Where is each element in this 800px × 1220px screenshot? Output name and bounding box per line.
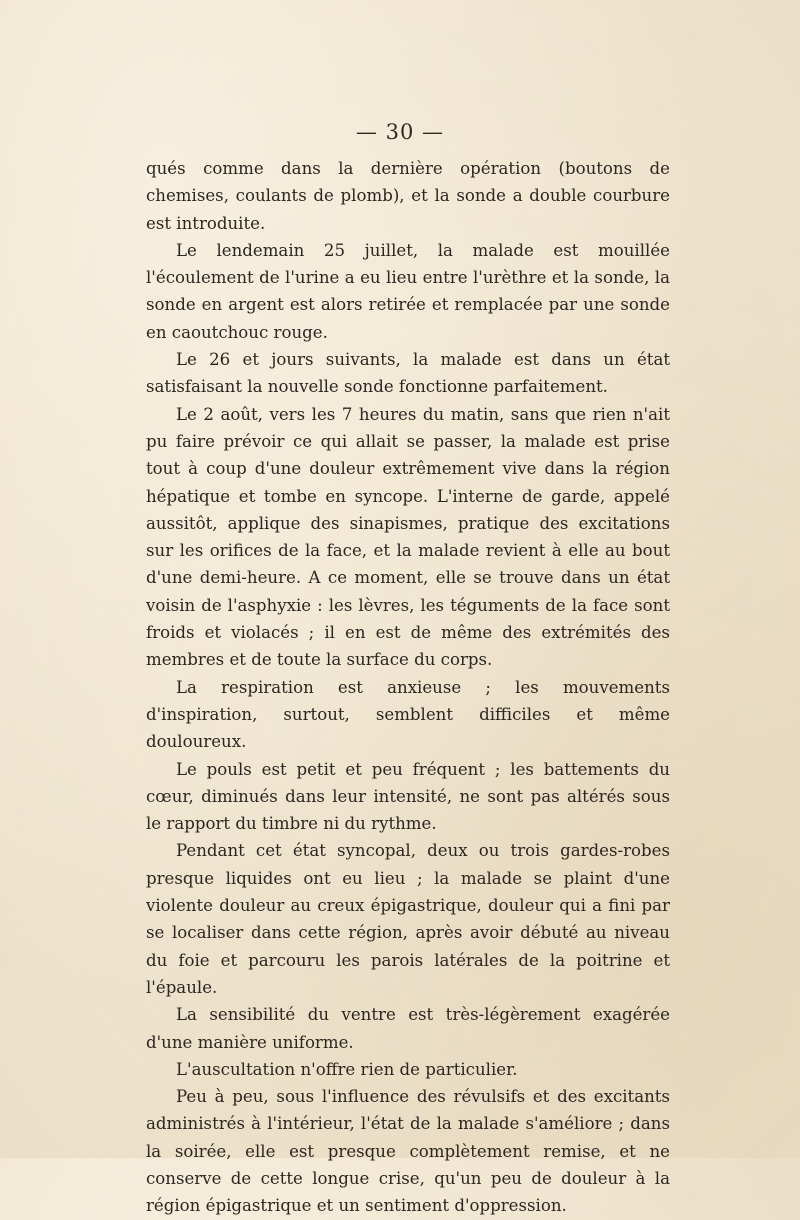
paragraph: La respiration est anxieuse ; les mouvements d'inspiration, surtout, semblent difficiles et même douloureux. <box>146 677 670 752</box>
page-number: — 30 — <box>355 120 445 144</box>
paragraph: Le pouls est petit et peu fréquent ; les battements du cœur, diminués dans leur intensité, ne sont pas altérés sous le rapport du timbre ni du rythme. <box>146 759 670 834</box>
paragraph: Le lendemain 25 juillet, la malade est mouillée l'écoulement de l'urine a eu lieu entre l'urèthre et la sonde, la sonde en argent est alors retirée et remplacée par une sonde en caoutchouc rouge. <box>146 240 670 342</box>
paragraph-continuation: qués comme dans la dernière opération (boutons de chemises, coulants de plomb), et la sonde a double courbure est introduite. <box>146 159 670 233</box>
paragraph: Peu à peu, sous l'influence des révulsifs et des excitants administrés à l'intérieur, l'état de la malade s'améliore ; dans la soirée, elle est presque complètement remise, et ne conserve de cette longue crise, qu'un peu de douleur à la région épigastrique et un sentiment d'oppression. <box>146 1087 670 1216</box>
body-text <box>146 155 670 1220</box>
paragraph: La sensibilité du ventre est très-légèrement exagérée d'une manière uniforme. <box>146 1005 670 1052</box>
paragraph: Pendant cet état syncopal, deux ou trois gardes-robes presque liquides ont eu lieu ; la malade se plaint d'une violente douleur au creux épigastrique, douleur qui a fini par se localiser dans cette région, après avoir débuté au niveau du foie et parcouru les parois latérales de la poitrine et l'épaule. <box>146 841 670 997</box>
paragraph: L'auscultation n'offre rien de particulier. <box>176 1059 518 1079</box>
paragraph: Le 2 août, vers les 7 heures du matin, sans que rien n'ait pu faire prévoir ce qui allait se passer, la malade est prise tout à coup d'une douleur extrêmement vive dans la région hépatique et tombe en syncope. L'interne de garde, appelé aussitôt, applique des sinapismes, pratique des excitations sur les orifices de la face, et la malade revient à elle au bout d'une demi-heure. A ce moment, elle se trouve dans un état voisin de l'asphyxie : les lèvres, les téguments de la face sont froids et violacés ; il en est de même des extrémités des membres et de toute la surface du corps. <box>146 404 670 670</box>
paragraph: Le 26 et jours suivants, la malade est dans un état satisfaisant la nouvelle sonde fonctionne parfaitement. <box>146 350 670 397</box>
